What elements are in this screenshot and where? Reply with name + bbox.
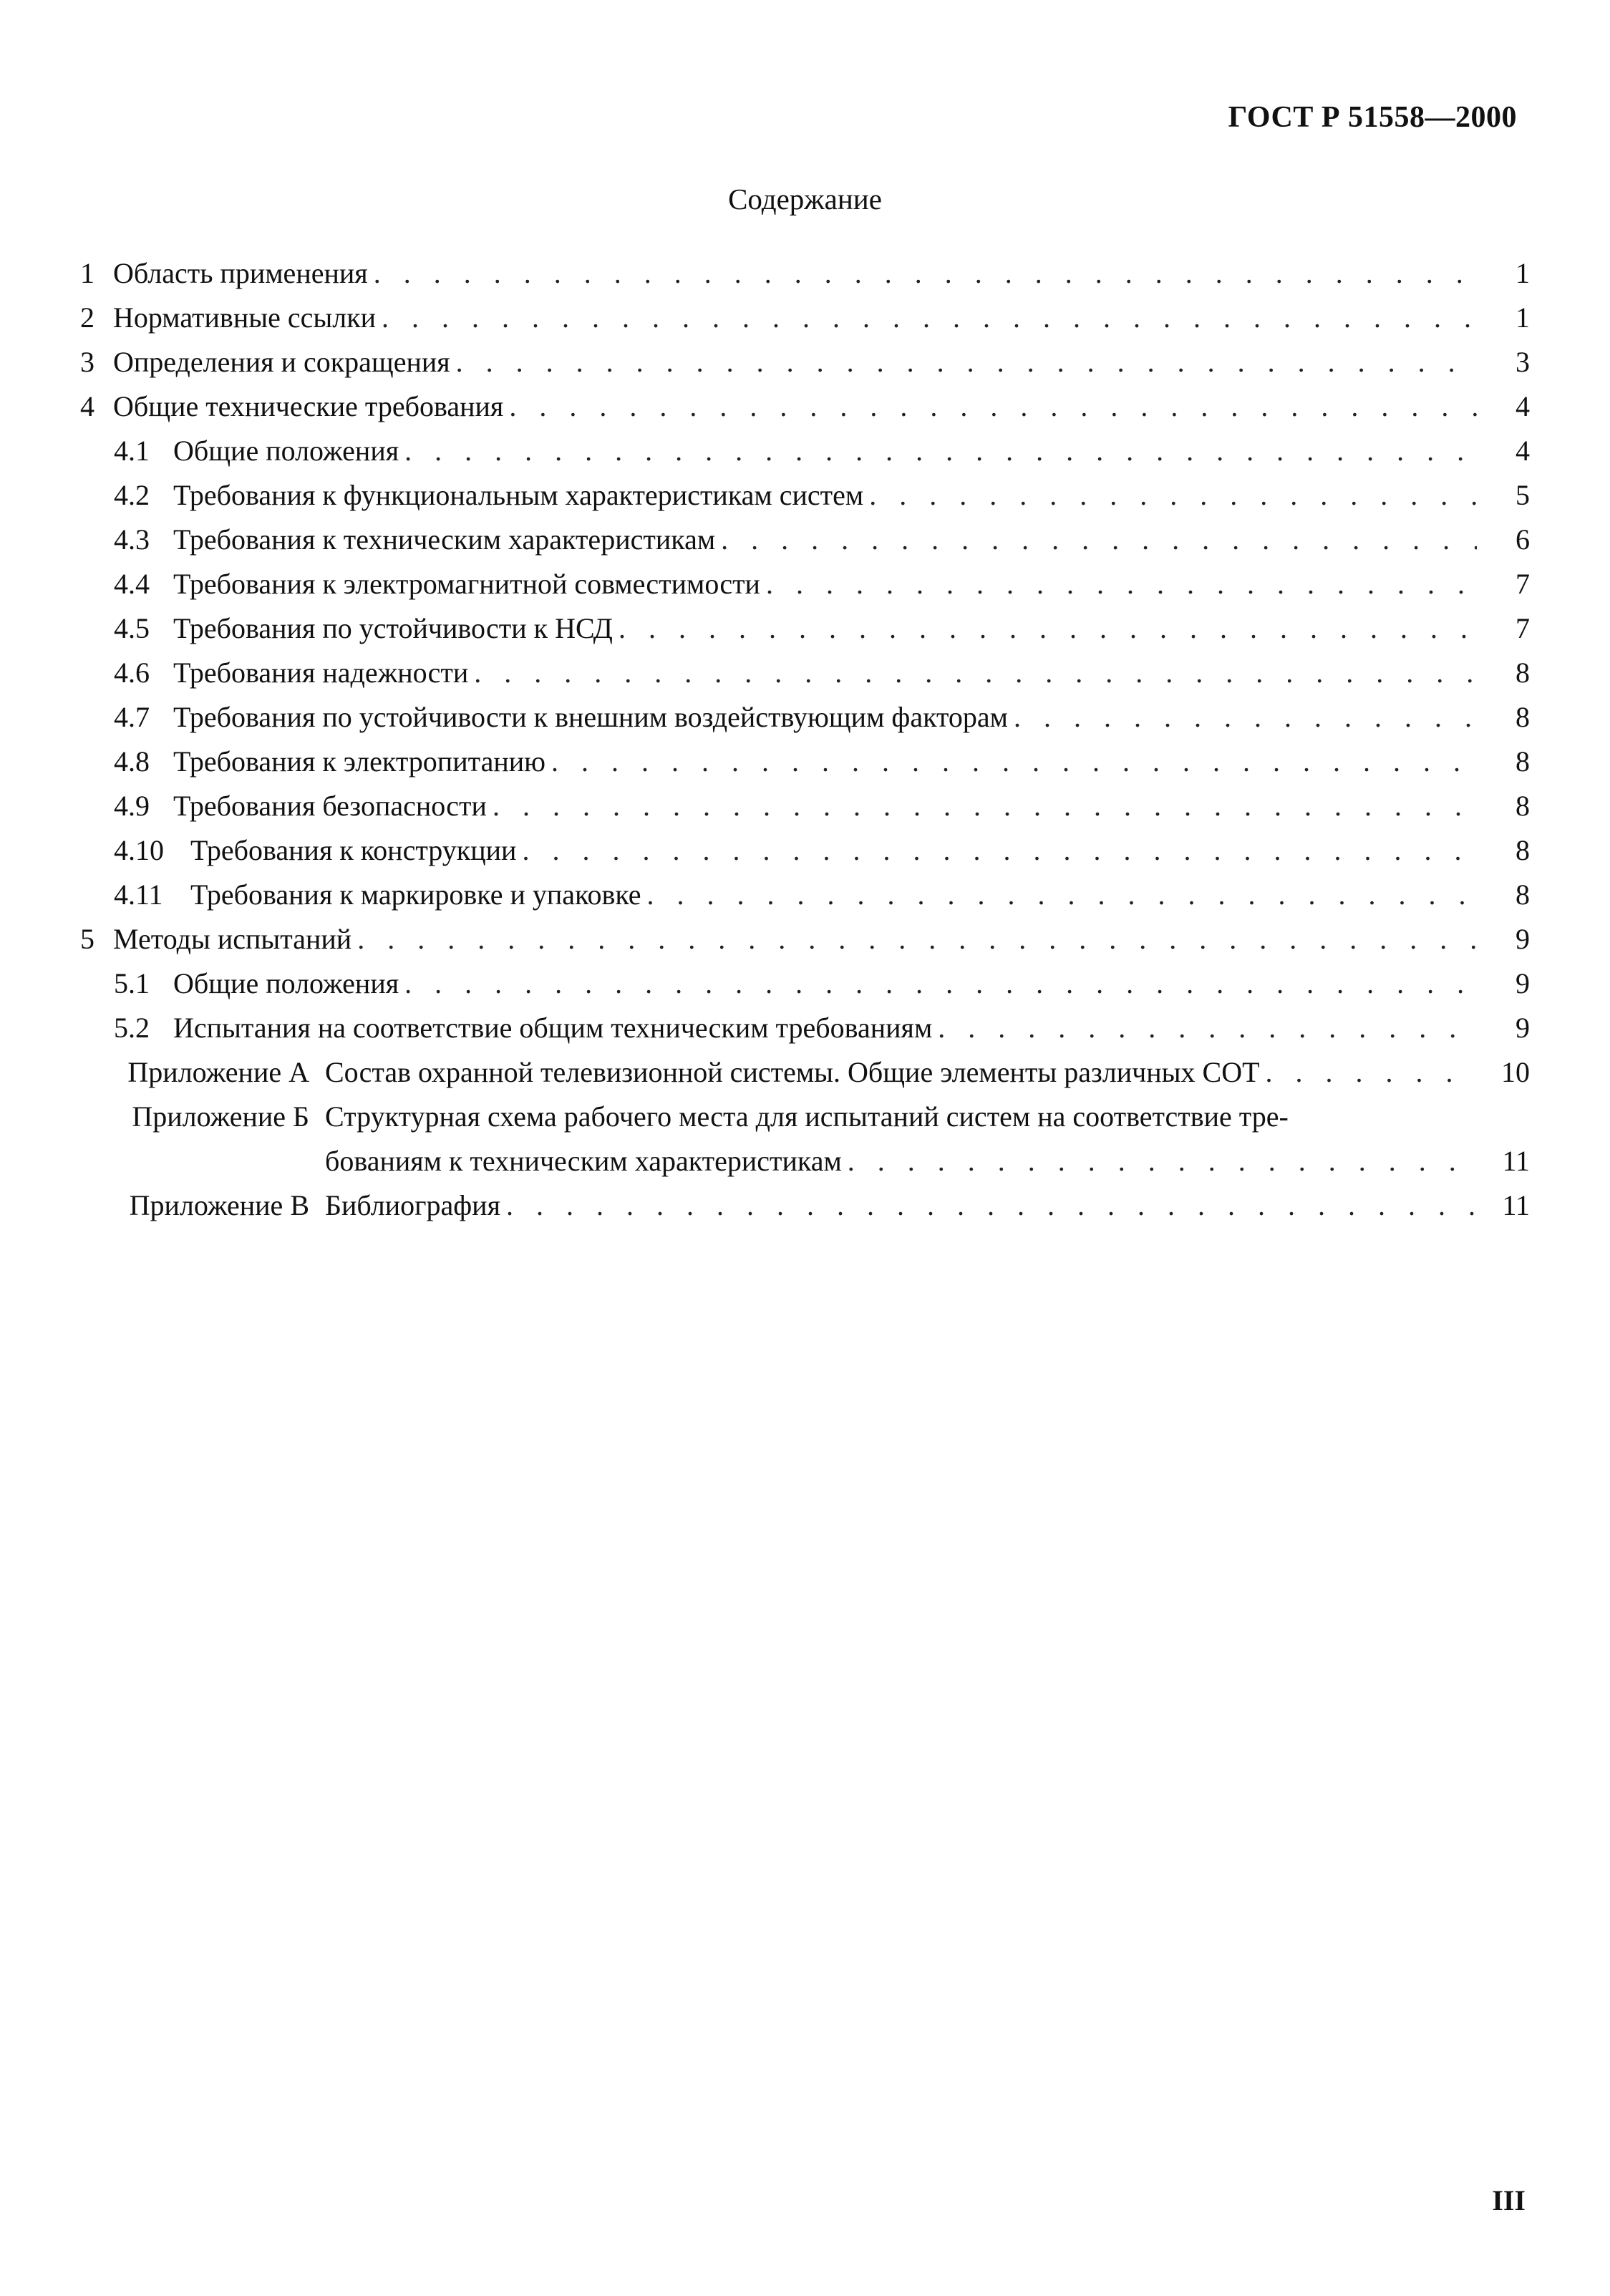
toc-entry-title: Требования по устойчивости к внешним воздействующим факторам [173, 701, 1008, 733]
toc-entry-number: 1 [80, 257, 94, 289]
toc-entry-5[interactable] [80, 917, 1530, 961]
toc-entry-4[interactable] [80, 384, 1530, 429]
toc-entry-page: 8 [1516, 834, 1530, 866]
toc-entry-2[interactable] [80, 296, 1530, 340]
toc-entry-page: 1 [1516, 301, 1530, 334]
toc-entry-title: Требования к техническим характеристикам [173, 523, 716, 556]
toc-entry-page: 7 [1516, 568, 1530, 600]
toc-entry-page: 1 [1516, 257, 1530, 289]
toc-entry-number: 5.2 [114, 1012, 150, 1044]
toc-entry-title: Требования к функциональным характеристикам систем [173, 479, 864, 511]
toc-entry-page: 7 [1516, 612, 1530, 644]
toc-appendix-v[interactable] [80, 1183, 1530, 1228]
toc-entry-page: 8 [1516, 790, 1530, 822]
toc-entry-title: Требования к конструкции [190, 834, 517, 866]
dot-leader [551, 740, 1477, 784]
toc-entry-4-5[interactable] [80, 606, 1530, 651]
toc-entry-number: 4.1 [114, 435, 150, 467]
toc-entry-4-6[interactable] [80, 651, 1530, 695]
dot-leader [848, 1139, 1477, 1183]
toc-entry-title: Испытания на соответствие общим техническим требованиям [173, 1012, 933, 1044]
toc-entry-page: 6 [1516, 523, 1530, 556]
toc-entry-page: 9 [1516, 967, 1530, 999]
dot-leader [869, 473, 1477, 518]
appendix-title-line-1: Структурная схема рабочего места для испытаний систем на соответствие тре- [325, 1100, 1289, 1133]
toc-entry-title: Общие технические требования [113, 390, 504, 422]
toc-entry-number: 4.7 [114, 701, 150, 733]
dot-leader [382, 296, 1477, 340]
dot-leader [404, 961, 1477, 1006]
toc-entry-5-1[interactable] [80, 961, 1530, 1006]
toc-entry-5-2[interactable] [80, 1006, 1530, 1050]
toc-entry-title: Нормативные ссылки [113, 301, 377, 334]
dot-leader [404, 429, 1477, 473]
toc-entry-title: Методы испытаний [113, 923, 352, 955]
toc-entry-page: 8 [1516, 745, 1530, 778]
toc-entry-number: 4.11 [114, 878, 163, 911]
toc-entry-4-4[interactable] [80, 562, 1530, 606]
toc-entry-title: Требования безопасности [173, 790, 487, 822]
toc-entry-title: Определения и сокращения [113, 346, 450, 378]
toc-entry-title: Общие положения [173, 967, 399, 999]
document-code: ГОСТ Р 51558—2000 [1228, 101, 1517, 134]
dot-leader [456, 340, 1477, 384]
toc-entry-page: 4 [1516, 435, 1530, 467]
dot-leader [474, 651, 1477, 695]
appendix-title-line-2: бованиям к техническим характеристикам [325, 1145, 842, 1177]
dot-leader [506, 1183, 1477, 1228]
dot-leader [522, 828, 1477, 873]
dot-leader [493, 784, 1477, 828]
toc-title: Содержание [728, 183, 882, 215]
toc-entry-page: 8 [1516, 878, 1530, 911]
toc-entry-4-7[interactable] [80, 695, 1530, 740]
toc-entry-number: 2 [80, 301, 94, 334]
dot-leader [766, 562, 1477, 606]
toc-entry-title: Общие положения [173, 435, 399, 467]
toc-entry-number: 4.2 [114, 479, 150, 511]
toc-entry-number: 4 [80, 390, 94, 422]
toc-entry-1[interactable] [80, 251, 1530, 296]
toc-appendix-a[interactable] [80, 1050, 1530, 1095]
toc-entry-title: Требования к электромагнитной совместимости [173, 568, 760, 600]
toc-entry-page: 9 [1516, 923, 1530, 955]
toc-entry-4-9[interactable] [80, 784, 1530, 828]
dot-leader [1014, 695, 1477, 740]
toc-entry-number: 3 [80, 346, 94, 378]
toc-entry-title: Требования надежности [173, 657, 469, 689]
table-of-contents [80, 251, 1530, 1228]
toc-entry-page: 9 [1516, 1012, 1530, 1044]
toc-entry-title: Требования по устойчивости к НСД [173, 612, 613, 644]
appendix-label: Приложение Б [132, 1100, 309, 1133]
dot-leader [1266, 1050, 1477, 1095]
toc-entry-number: 4.9 [114, 790, 150, 822]
toc-entry-4-2[interactable] [80, 473, 1530, 518]
toc-entry-title: Область применения [113, 257, 368, 289]
appendix-title: Состав охранной телевизионной системы. Общие элементы различных СОТ [325, 1056, 1260, 1088]
toc-entry-4-1[interactable] [80, 429, 1530, 473]
toc-entry-4-8[interactable] [80, 740, 1530, 784]
toc-entry-page: 5 [1516, 479, 1530, 511]
toc-entry-4-10[interactable] [80, 828, 1530, 873]
appendix-page: 10 [1501, 1056, 1530, 1088]
toc-entry-number: 5.1 [114, 967, 150, 999]
dot-leader [509, 384, 1477, 429]
toc-appendix-b[interactable] [80, 1095, 1530, 1183]
toc-entry-number: 4.5 [114, 612, 150, 644]
toc-entry-page: 4 [1516, 390, 1530, 422]
appendix-page: 11 [1502, 1189, 1530, 1221]
toc-entry-number: 4.3 [114, 523, 150, 556]
toc-entry-title: Требования к электропитанию [173, 745, 546, 778]
appendix-page: 11 [1502, 1145, 1530, 1177]
toc-entry-page: 8 [1516, 657, 1530, 689]
toc-entry-4-3[interactable] [80, 518, 1530, 562]
dot-leader [938, 1006, 1477, 1050]
toc-entry-number: 4.8 [114, 745, 150, 778]
toc-entry-title: Требования к маркировке и упаковке [190, 878, 641, 911]
toc-entry-number: 4.4 [114, 568, 150, 600]
appendix-title: Библиография [325, 1189, 500, 1221]
toc-entry-4-11[interactable] [80, 873, 1530, 917]
dot-leader [647, 873, 1477, 917]
toc-entry-number: 5 [80, 923, 94, 955]
appendix-label: Приложение В [129, 1189, 309, 1221]
dot-leader [721, 518, 1477, 562]
toc-entry-page: 8 [1516, 701, 1530, 733]
toc-entry-number: 4.10 [114, 834, 164, 866]
toc-entry-page: 3 [1516, 346, 1530, 378]
toc-entry-number: 4.6 [114, 657, 150, 689]
dot-leader [357, 917, 1477, 961]
dot-leader [619, 606, 1477, 651]
appendix-label: Приложение А [127, 1056, 309, 1088]
page-number: III [1492, 2184, 1526, 2217]
toc-entry-3[interactable] [80, 340, 1530, 384]
dot-leader [374, 251, 1477, 296]
